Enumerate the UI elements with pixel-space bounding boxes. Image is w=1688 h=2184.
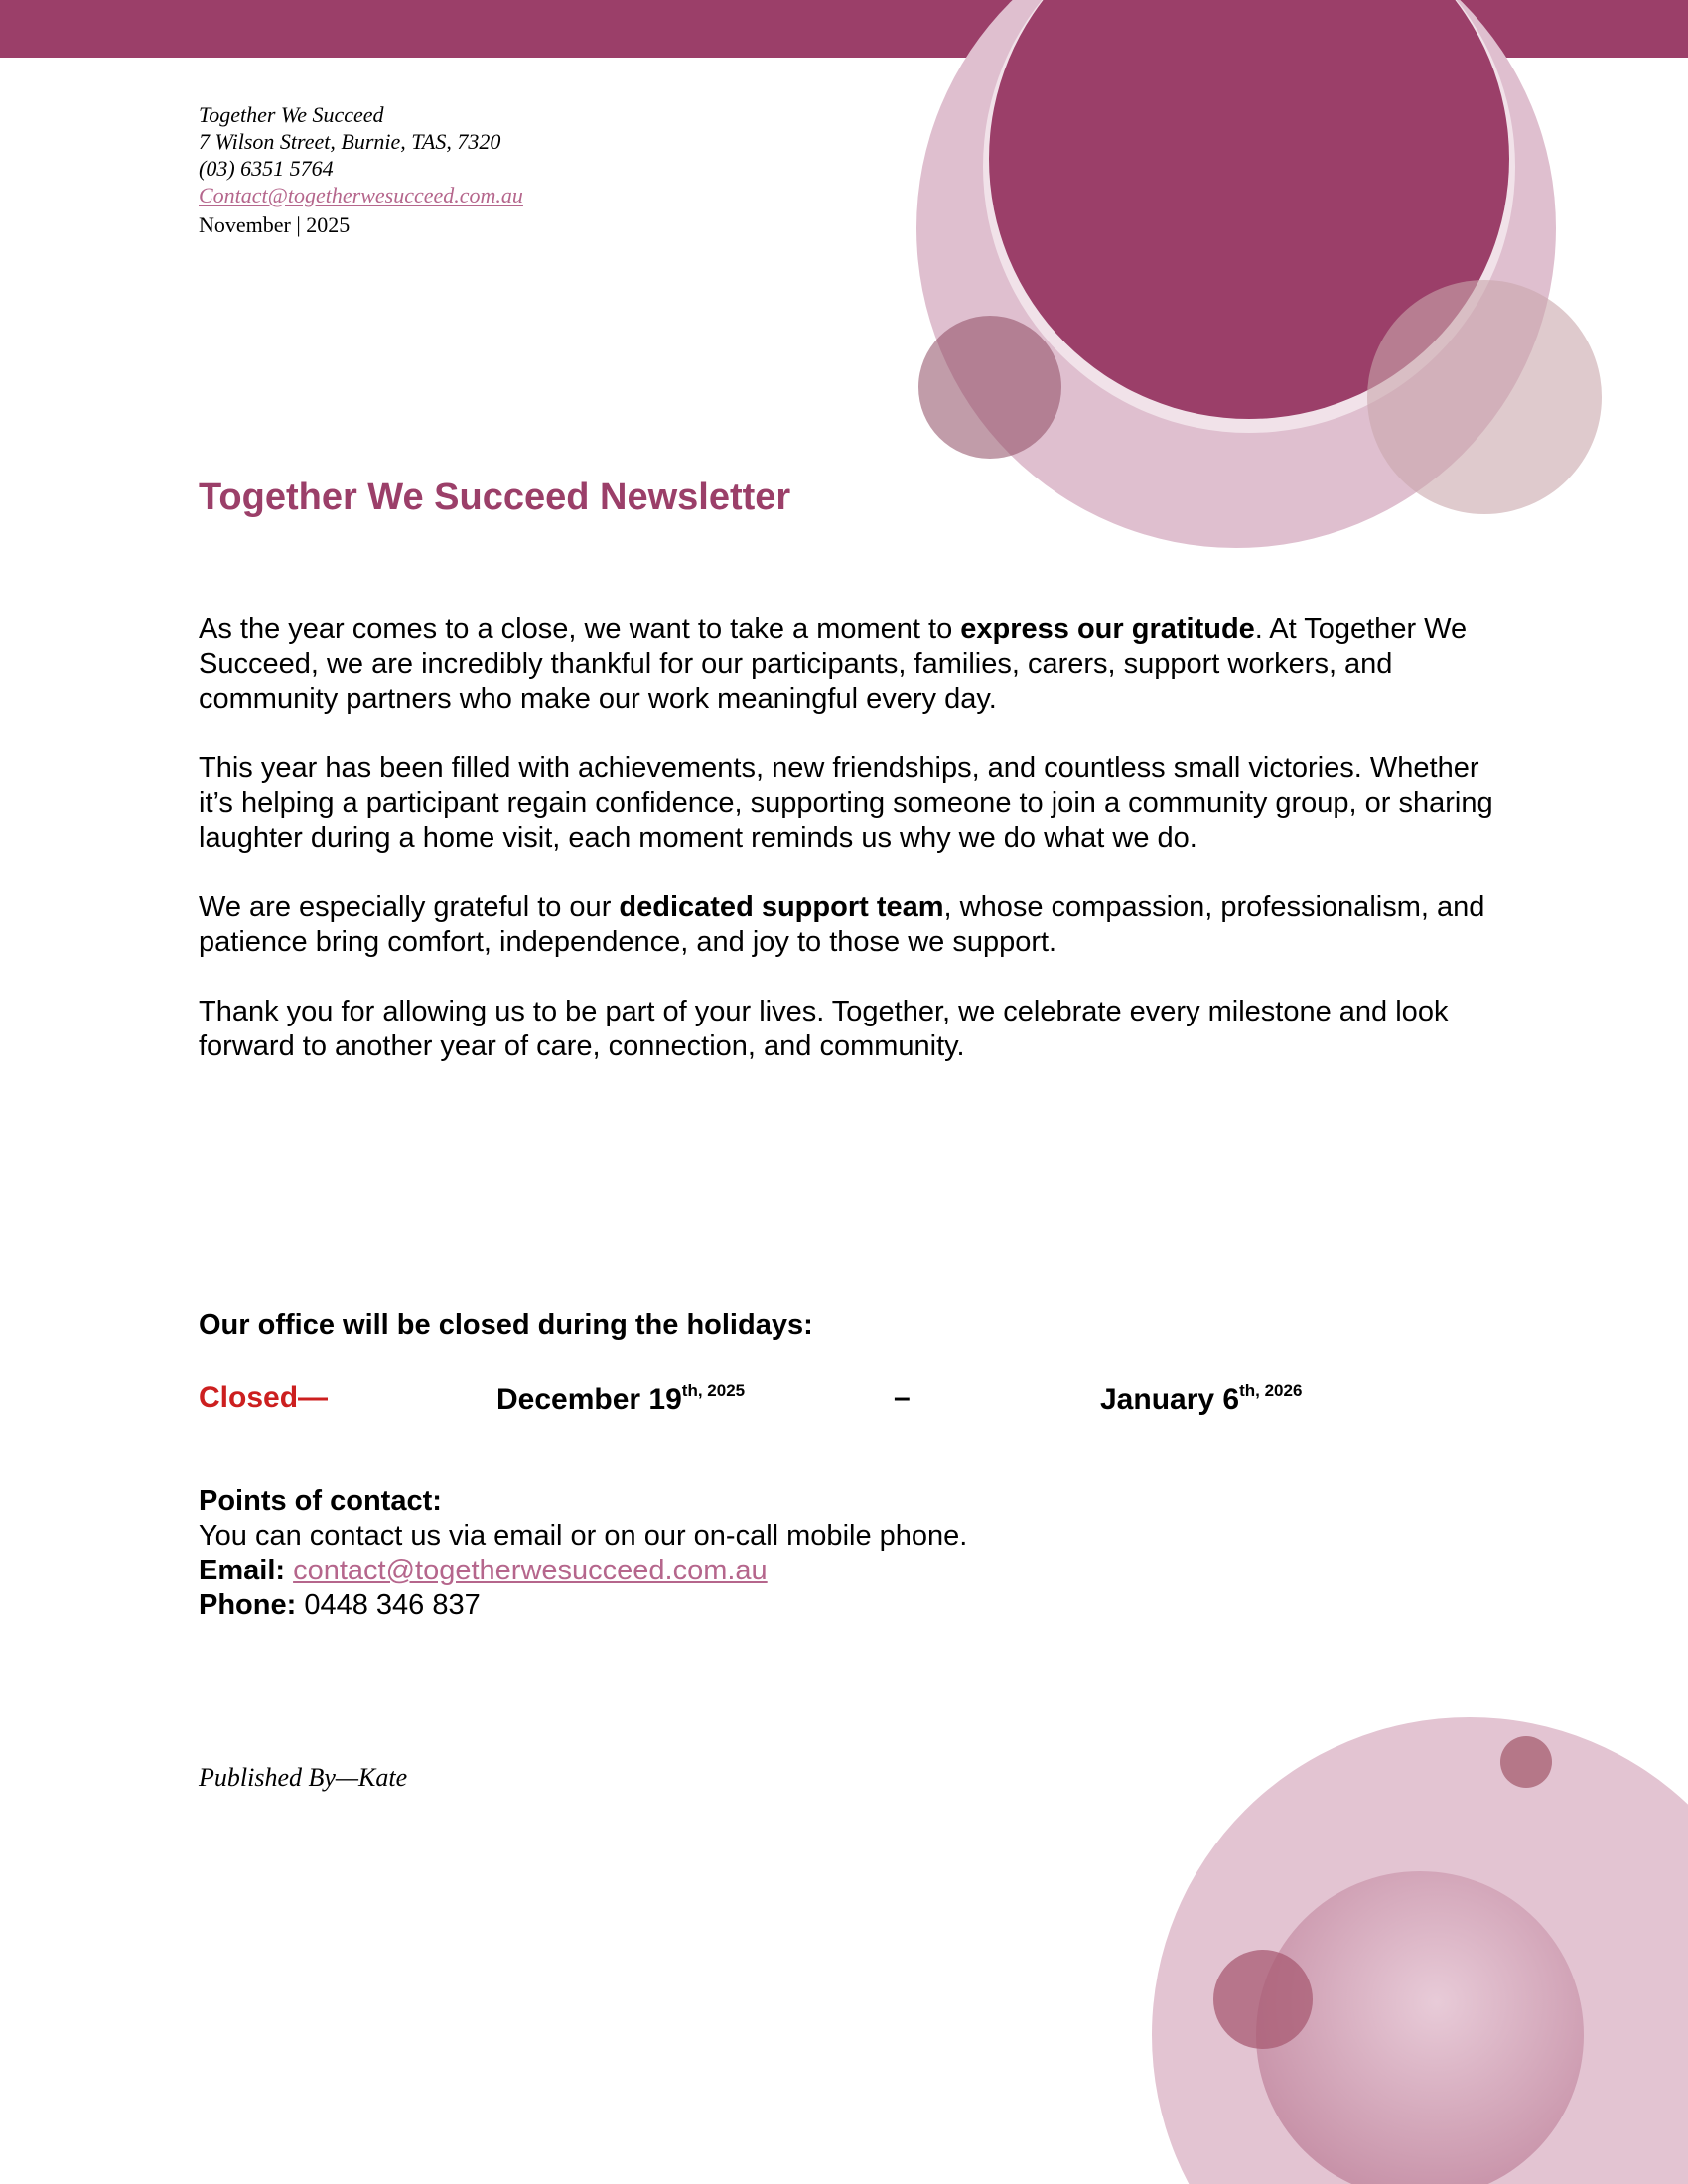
p1-text-before: As the year comes to a close, we want to take a moment to <box>199 614 961 645</box>
p1-bold: express our gratitude <box>960 614 1255 645</box>
sender-block <box>199 101 523 208</box>
sender-email-link[interactable]: Contact@togetherwesucceed.com.au <box>199 183 523 207</box>
date-range-dash: – <box>894 1381 911 1414</box>
contact-email-link[interactable]: contact@togetherwesucceed.com.au <box>293 1555 768 1586</box>
paragraph-support-team <box>199 890 1509 960</box>
decorative-circles-bottom <box>1102 1707 1688 2184</box>
sender-phone: (03) 6351 5764 <box>199 156 334 181</box>
p3-text-before: We are especially grateful to our <box>199 891 620 923</box>
closure-start-date <box>496 1381 745 1417</box>
publisher-line: Published By—Kate <box>199 1763 408 1792</box>
end-date-suffix: th, 2026 <box>1239 1381 1303 1400</box>
paragraph-thank-you: Thank you for allowing us to be part of your lives. Together, we celebrate every milestone and look forward to another year of care, connection, and community. <box>199 996 1449 1062</box>
paragraph-achievements: This year has been filled with achievements, new friendships, and countless small victories. Whether it’s helping a participant regain confidence, supporting someone to join a community group, or sharing laughter during a home visit, each moment reminds us why we do what we do. <box>199 752 1493 854</box>
sender-name: Together We Succeed <box>199 102 384 127</box>
p1-text-after: . At Together We Succeed, we are incredibly thankful for our participants, families, carers, support workers, and community partners who make our work meaningful every day. <box>199 614 1468 715</box>
contact-block <box>199 1484 967 1623</box>
paragraph-gratitude <box>199 613 1509 717</box>
issue-date <box>199 212 350 238</box>
small-dot-top <box>1500 1736 1552 1788</box>
p3-text-after: , whose compassion, professionalism, and patience bring comfort, independence, and joy to those we support. <box>199 891 1485 958</box>
date-month: November <box>199 212 291 237</box>
email-label: Email: <box>199 1555 286 1586</box>
date-year: 2025 <box>306 212 351 237</box>
sender-address: 7 Wilson Street, Burnie, TAS, 7320 <box>199 129 501 154</box>
closed-label: Closed— <box>199 1381 329 1414</box>
holiday-heading: Our office will be closed during the holidays: <box>199 1309 813 1341</box>
small-circle-right <box>1367 280 1602 514</box>
small-dot-left <box>1213 1950 1313 2049</box>
end-date-text: January 6 <box>1100 1383 1240 1416</box>
date-separator: | <box>296 212 301 237</box>
contact-heading: Points of contact: <box>199 1485 442 1517</box>
closure-end-date <box>1100 1381 1302 1417</box>
phone-label: Phone: <box>199 1589 297 1621</box>
contact-intro: You can contact us via email or on our on-call mobile phone. <box>199 1520 968 1552</box>
start-date-suffix: th, 2025 <box>681 1381 746 1400</box>
inner-gradient-circle <box>1256 1871 1584 2184</box>
contact-phone: 0448 346 837 <box>304 1589 481 1621</box>
decorative-circles-top <box>784 0 1688 556</box>
newsletter-title: Together We Succeed Newsletter <box>199 477 791 518</box>
small-circle-left <box>918 316 1061 459</box>
p3-bold: dedicated support team <box>619 891 944 923</box>
start-date-text: December 19 <box>496 1383 682 1416</box>
